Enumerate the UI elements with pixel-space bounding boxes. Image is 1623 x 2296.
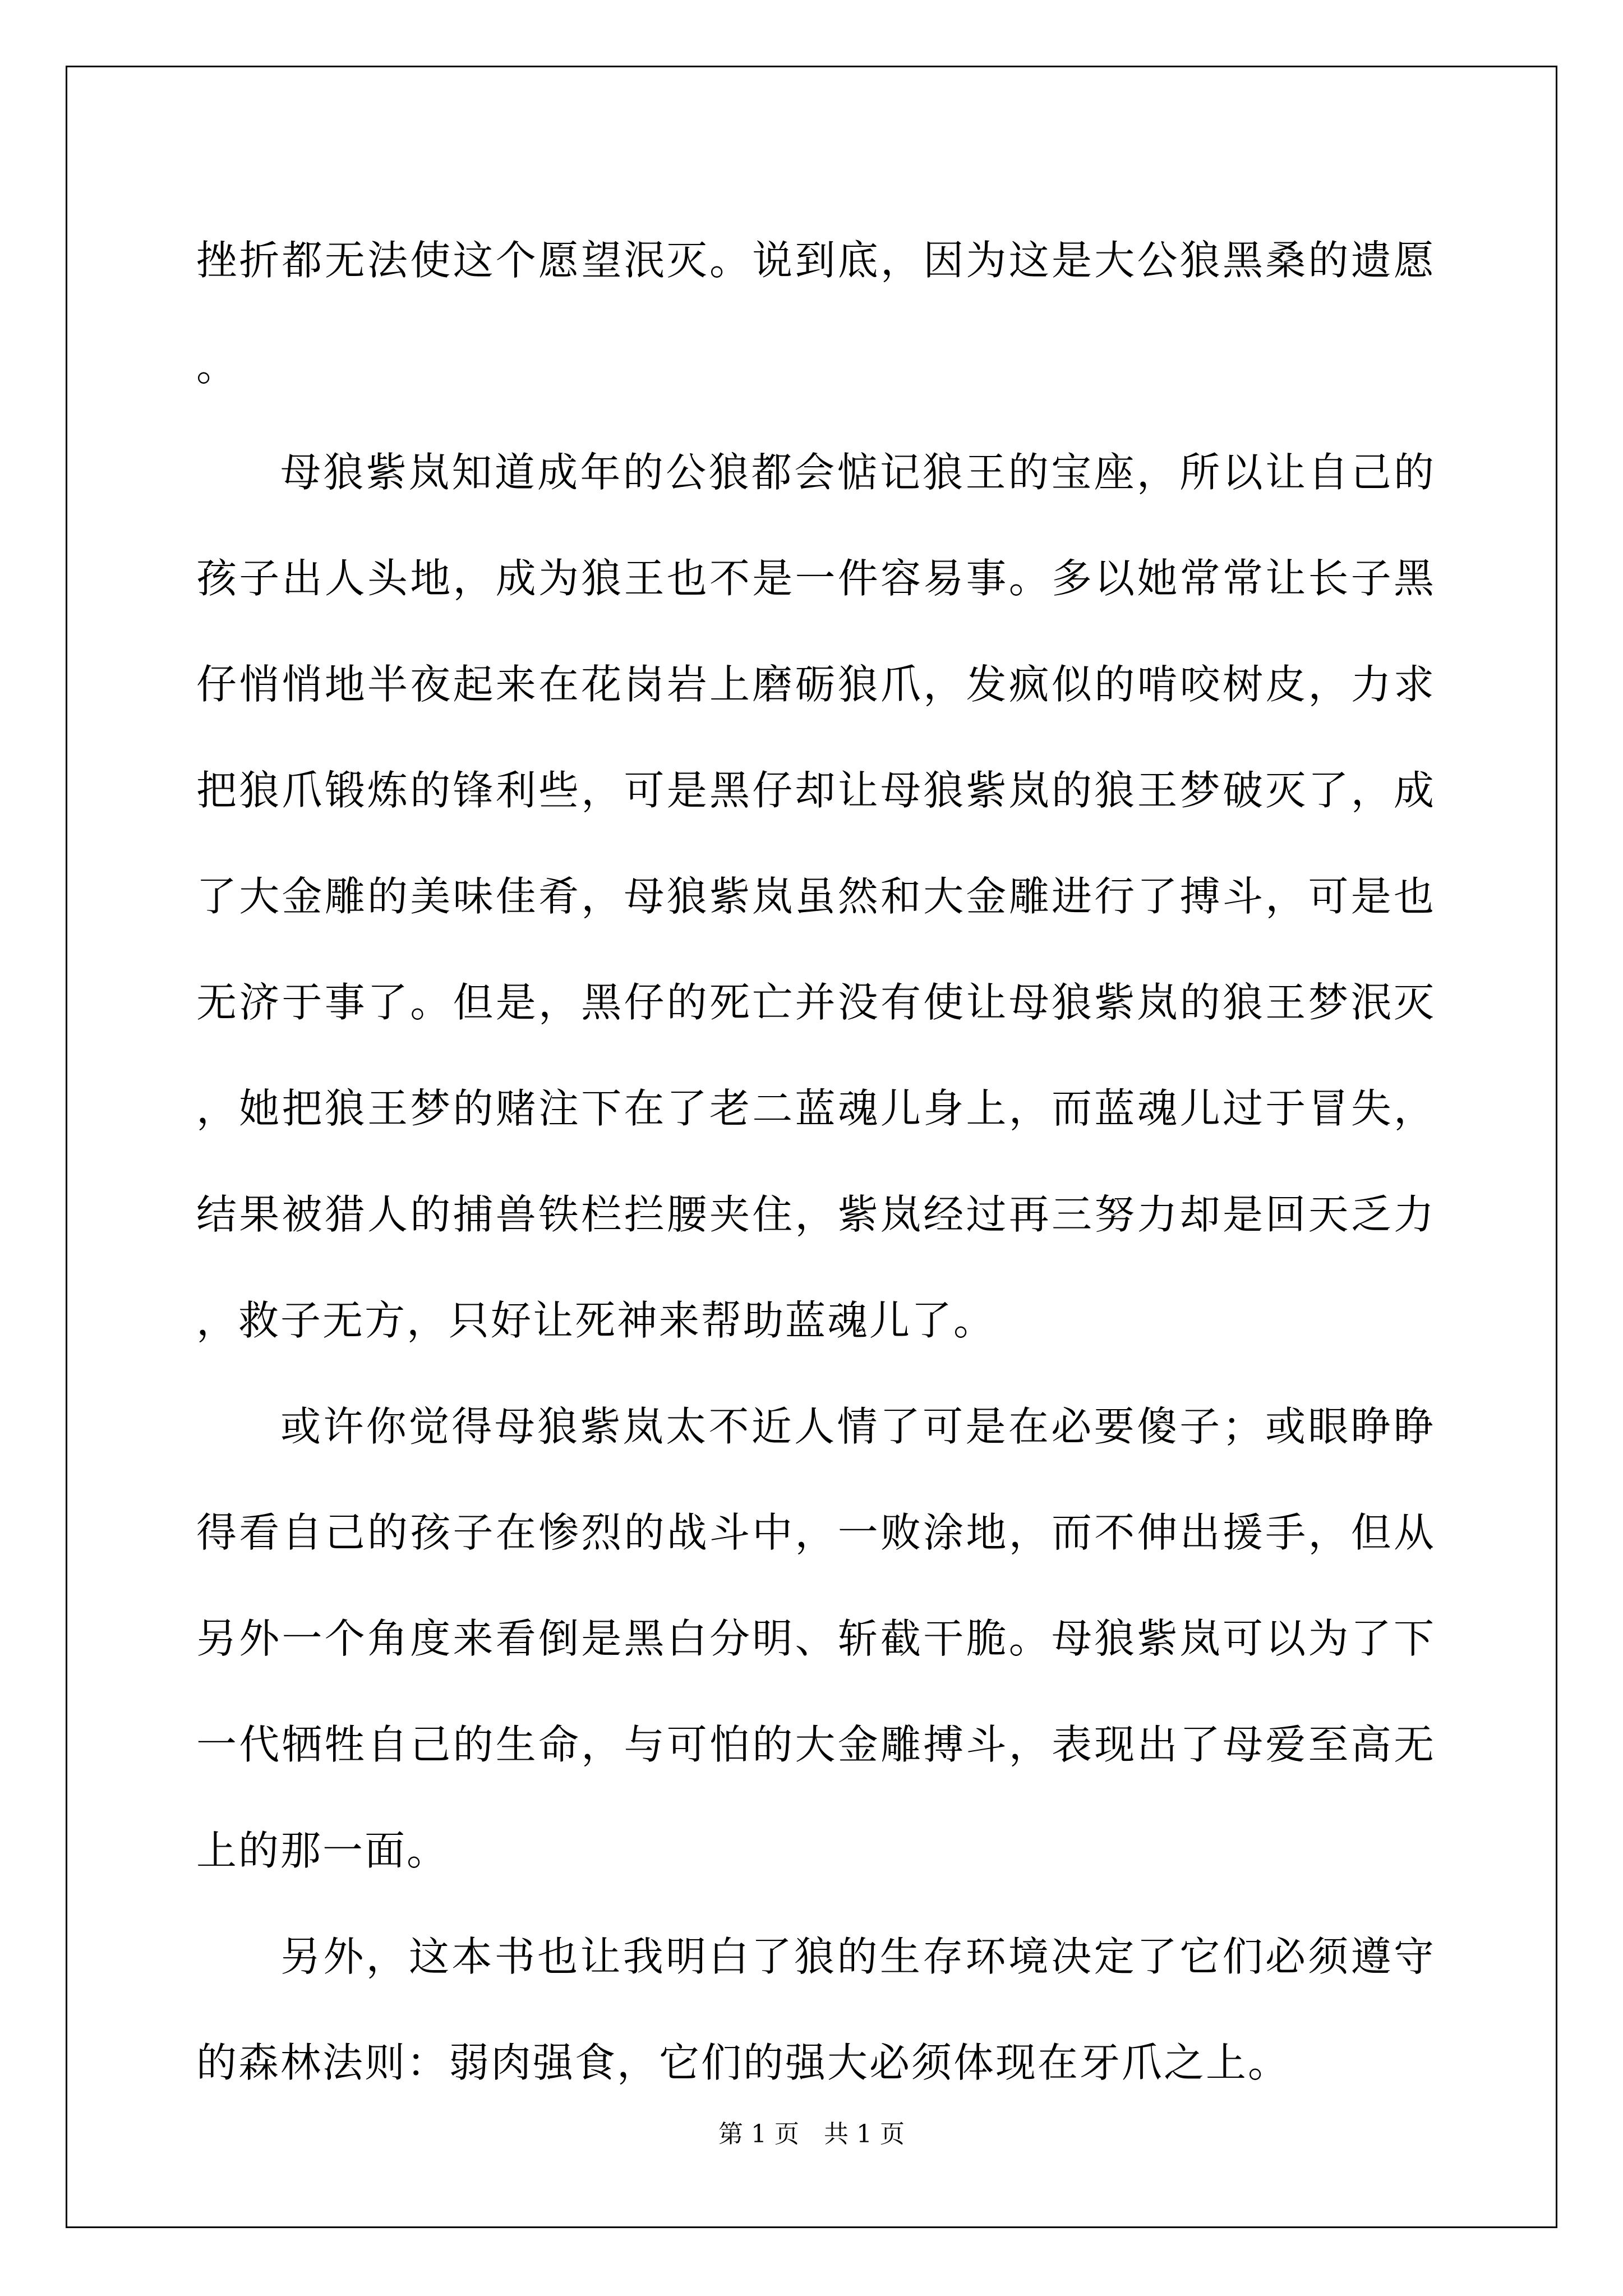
paragraph-4: 另外，这本书也让我明白了狼的生存环境决定了它们必须遵守的森林法则：弱肉强食，它们的强大必须体现在牙爪之上。 bbox=[196, 1933, 1436, 2086]
page-number-label: 第 1 页 共 1 页 bbox=[718, 2120, 905, 2148]
paragraph-3: 或许你觉得母狼紫岚太不近人情了可是在必要傻子；或眼睁睁得看自己的孩子在惨烈的战斗中，一败涂地，而不伸出援手，但从另外一个角度来看倒是黑白分明、斩截干脆。母狼紫岚可以为了下一代牺牲自己的生命，与可怕的大金雕搏斗，表现出了母爱至高无上的那一面。 bbox=[196, 1403, 1436, 1874]
paragraph-2: 母狼紫岚知道成年的公狼都会惦记狼王的宝座，所以让自己的孩子出人头地，成为狼王也不是一件容易事。多以她常常让长子黑仔悄悄地半夜起来在花岗岩上磨砺狼爪，发疯似的啃咬树皮，力求把狼爪锻炼的锋利些，可是黑仔却让母狼紫岚的狼王梦破灭了，成了大金雕的美味佳肴，母狼紫岚虽然和大金雕进行了搏斗，可是也无济于事了。但是，黑仔的死亡并没有使让母狼紫岚的狼王梦泯灭，她把狼王梦的赌注下在了老二蓝魂儿身上，而蓝魂儿过于冒失，结果被猎人的捕兽铁栏拦腰夹住，紫岚经过再三努力却是回天乏力，救子无方，只好让死神来帮助蓝魂儿了。 bbox=[196, 449, 1436, 1344]
paragraph-1: 挫折都无法使这个愿望泯灭。说到底，因为这是大公狼黑桑的遗愿。 bbox=[196, 237, 1436, 390]
page-footer bbox=[0, 2118, 1623, 2151]
document-body bbox=[196, 208, 1436, 2116]
